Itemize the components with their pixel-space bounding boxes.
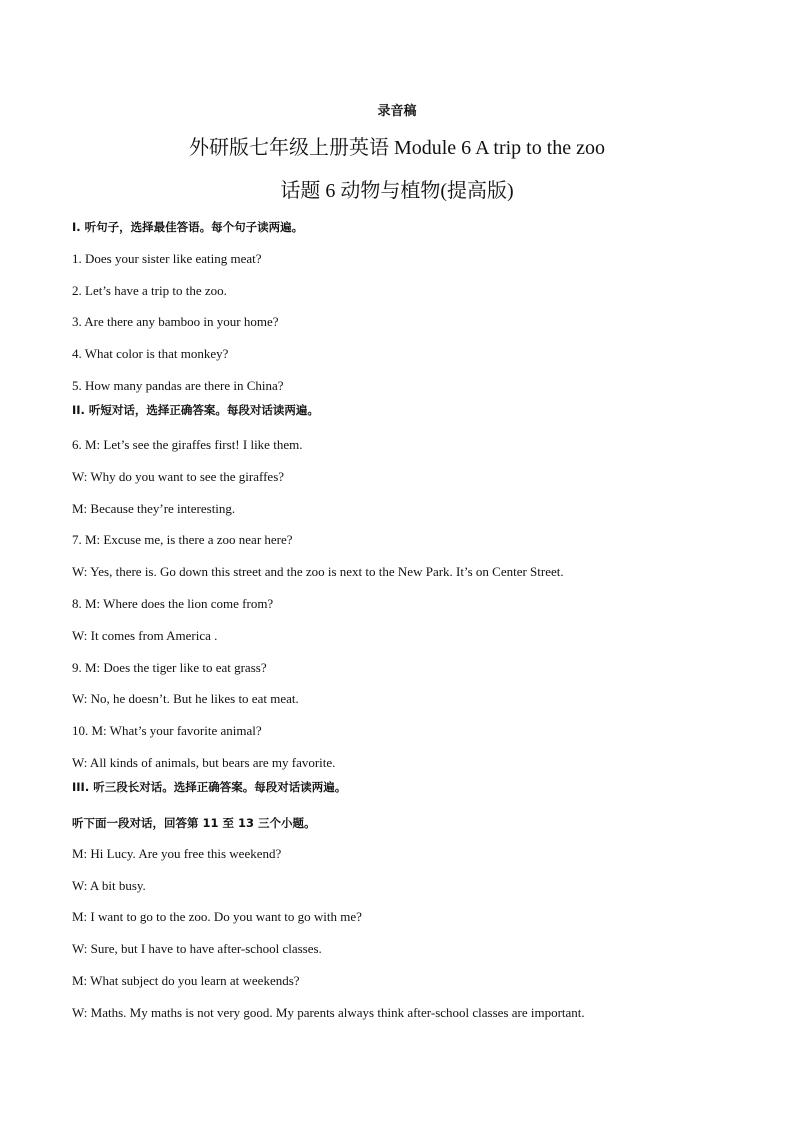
transcript-line: W: No, he doesn’t. But he likes to eat meat. <box>72 691 299 706</box>
transcript-line: W: Sure, but I have to have after-school classes. <box>72 941 322 956</box>
section-1-heading: Ⅰ. 听句子，选择最佳答语。每个句子读两遍。 <box>72 220 304 234</box>
transcript-line: W: Why do you want to see the giraffes? <box>72 469 285 484</box>
transcript-line: 3. Are there any bamboo in your home? <box>72 314 279 329</box>
transcript-label: 录音稿 <box>377 104 417 119</box>
transcript-line: 6. M: Let’s see the giraffes first! I like them. <box>72 437 303 452</box>
transcript-line: 10. M: What’s your favorite animal? <box>72 723 262 738</box>
transcript-line: M: Because they’re interesting. <box>72 501 236 516</box>
section-3-heading: III. 听三段长对话。选择正确答案。每段对话读两遍。 <box>72 780 347 794</box>
transcript-line: 1. Does your sister like eating meat? <box>72 251 262 266</box>
transcript-line: M: Hi Lucy. Are you free this weekend? <box>72 846 282 861</box>
transcript-line: W: Yes, there is. Go down this street and the zoo is next to the New Park. It’s on Center Street. <box>72 564 564 579</box>
section-3-subheading: 听下面一段对话，回答第 11 至 13 三个小题。 <box>72 816 316 830</box>
transcript-line: 5. How many pandas are there in China? <box>72 378 284 393</box>
section-2-heading: II. 听短对话，选择正确答案。每段对话读两遍。 <box>72 403 319 417</box>
transcript-line: W: A bit busy. <box>72 878 146 893</box>
transcript-line: 4. What color is that monkey? <box>72 346 229 361</box>
transcript-line: W: Maths. My maths is not very good. My parents always think after-school classes are important. <box>72 1005 585 1020</box>
transcript-line: M: I want to go to the zoo. Do you want to go with me? <box>72 909 362 924</box>
transcript-line: W: All kinds of animals, but bears are my favorite. <box>72 755 336 770</box>
document-subtitle: 话题 6 动物与植物(提高版) <box>280 180 514 202</box>
transcript-line: 8. M: Where does the lion come from? <box>72 596 274 611</box>
transcript-line: 9. M: Does the tiger like to eat grass? <box>72 660 267 675</box>
transcript-line: 2. Let’s have a trip to the zoo. <box>72 283 227 298</box>
document-title: 外研版七年级上册英语 Module 6 A trip to the zoo <box>188 137 606 159</box>
transcript-line: W: It comes from America . <box>72 628 218 643</box>
transcript-line: M: What subject do you learn at weekends? <box>72 973 300 988</box>
transcript-line: 7. M: Excuse me, is there a zoo near here? <box>72 532 293 547</box>
